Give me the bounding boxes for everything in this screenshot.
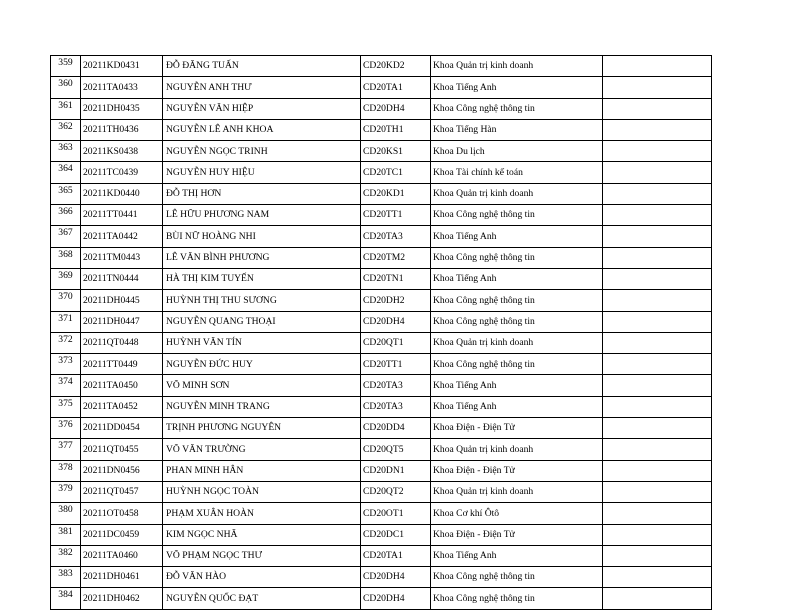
table-row	[51, 141, 712, 162]
note-cell	[603, 503, 712, 524]
student-id: 20211DH0462	[81, 588, 163, 609]
student-id: 20211DH0461	[81, 567, 163, 588]
student-id: 20211TN0444	[81, 268, 163, 289]
row-number: 364	[51, 162, 81, 183]
class-code: CD20DH2	[361, 290, 431, 311]
table-row	[51, 77, 712, 98]
row-number: 365	[51, 183, 81, 204]
class-code: CD20TA3	[361, 226, 431, 247]
student-name: NGUYỄN VĂN HIỆP	[163, 98, 361, 119]
student-id: 20211DH0445	[81, 290, 163, 311]
table-row	[51, 226, 712, 247]
student-id: 20211QT0448	[81, 332, 163, 353]
note-cell	[603, 311, 712, 332]
class-code: CD20DH4	[361, 98, 431, 119]
student-name: NGUYỄN QUỐC ĐẠT	[163, 588, 361, 609]
table-row	[51, 545, 712, 566]
note-cell	[603, 375, 712, 396]
class-code: CD20TN1	[361, 268, 431, 289]
student-name: VÕ MINH SƠN	[163, 375, 361, 396]
row-number: 367	[51, 226, 81, 247]
student-name: NGUYỄN MINH TRANG	[163, 396, 361, 417]
student-name: HUỲNH THỊ THU SƯƠNG	[163, 290, 361, 311]
table-row	[51, 481, 712, 502]
student-name: KIM NGỌC NHÃ	[163, 524, 361, 545]
note-cell	[603, 98, 712, 119]
student-name: BÙI NỮ HOÀNG NHI	[163, 226, 361, 247]
table-row	[51, 205, 712, 226]
note-cell	[603, 141, 712, 162]
student-id: 20211KS0438	[81, 141, 163, 162]
department: Khoa Công nghệ thông tin	[431, 567, 603, 588]
student-id: 20211DD0454	[81, 418, 163, 439]
class-code: CD20DH4	[361, 567, 431, 588]
department: Khoa Du lịch	[431, 141, 603, 162]
table-row	[51, 119, 712, 140]
note-cell	[603, 567, 712, 588]
note-cell	[603, 226, 712, 247]
department: Khoa Tiếng Hàn	[431, 119, 603, 140]
table-row	[51, 418, 712, 439]
student-id: 20211DN0456	[81, 460, 163, 481]
student-id: 20211DH0447	[81, 311, 163, 332]
note-cell	[603, 290, 712, 311]
student-id: 20211TT0441	[81, 205, 163, 226]
department: Khoa Quản trị kinh doanh	[431, 183, 603, 204]
department: Khoa Công nghệ thông tin	[431, 311, 603, 332]
note-cell	[603, 545, 712, 566]
class-code: CD20TH1	[361, 119, 431, 140]
table-body	[51, 56, 712, 610]
class-code: CD20DD4	[361, 418, 431, 439]
student-id: 20211QT0457	[81, 481, 163, 502]
department: Khoa Điện - Điện Tử	[431, 524, 603, 545]
department: Khoa Quản trị kinh doanh	[431, 481, 603, 502]
note-cell	[603, 396, 712, 417]
student-name: TRỊNH PHƯƠNG NGUYÊN	[163, 418, 361, 439]
note-cell	[603, 354, 712, 375]
student-id: 20211DH0435	[81, 98, 163, 119]
student-id: 20211TM0443	[81, 247, 163, 268]
note-cell	[603, 183, 712, 204]
table-row	[51, 332, 712, 353]
note-cell	[603, 460, 712, 481]
department: Khoa Điện - Điện Tử	[431, 460, 603, 481]
note-cell	[603, 268, 712, 289]
department: Khoa Công nghệ thông tin	[431, 588, 603, 609]
row-number: 381	[51, 524, 81, 545]
row-number: 384	[51, 588, 81, 609]
student-name: LÊ VĂN BÌNH PHƯƠNG	[163, 247, 361, 268]
row-number: 383	[51, 567, 81, 588]
department: Khoa Quản trị kinh doanh	[431, 56, 603, 77]
student-table	[50, 55, 712, 610]
row-number: 375	[51, 396, 81, 417]
department: Khoa Tiếng Anh	[431, 268, 603, 289]
table-row	[51, 247, 712, 268]
class-code: CD20TC1	[361, 162, 431, 183]
student-name: ĐỖ VĂN HÀO	[163, 567, 361, 588]
class-code: CD20DH4	[361, 311, 431, 332]
table-row	[51, 354, 712, 375]
row-number: 372	[51, 332, 81, 353]
student-name: NGUYỄN QUANG THOẠI	[163, 311, 361, 332]
note-cell	[603, 588, 712, 609]
row-number: 380	[51, 503, 81, 524]
note-cell	[603, 524, 712, 545]
table-row	[51, 375, 712, 396]
student-name: NGUYỄN NGỌC TRINH	[163, 141, 361, 162]
student-id: 20211KD0431	[81, 56, 163, 77]
row-number: 379	[51, 481, 81, 502]
department: Khoa Điện - Điện Tử	[431, 418, 603, 439]
class-code: CD20KD1	[361, 183, 431, 204]
note-cell	[603, 77, 712, 98]
department: Khoa Tiếng Anh	[431, 226, 603, 247]
table-row	[51, 98, 712, 119]
student-id: 20211TA0433	[81, 77, 163, 98]
note-cell	[603, 418, 712, 439]
class-code: CD20QT2	[361, 481, 431, 502]
student-id: 20211DC0459	[81, 524, 163, 545]
student-id: 20211TH0436	[81, 119, 163, 140]
class-code: CD20OT1	[361, 503, 431, 524]
student-name: NGUYỄN HUY HIỆU	[163, 162, 361, 183]
row-number: 368	[51, 247, 81, 268]
table-row	[51, 311, 712, 332]
department: Khoa Công nghệ thông tin	[431, 205, 603, 226]
class-code: CD20TA1	[361, 77, 431, 98]
table-row	[51, 524, 712, 545]
row-number: 371	[51, 311, 81, 332]
class-code: CD20QT5	[361, 439, 431, 460]
student-id: 20211TA0442	[81, 226, 163, 247]
student-name: ĐỖ ĐĂNG TUẤN	[163, 56, 361, 77]
note-cell	[603, 119, 712, 140]
table-row	[51, 162, 712, 183]
class-code: CD20TA3	[361, 375, 431, 396]
class-code: CD20DC1	[361, 524, 431, 545]
row-number: 370	[51, 290, 81, 311]
row-number: 382	[51, 545, 81, 566]
table-row	[51, 183, 712, 204]
student-name: VÕ PHẠM NGỌC THƯ	[163, 545, 361, 566]
student-name: NGUYỄN ĐỨC HUY	[163, 354, 361, 375]
row-number: 376	[51, 418, 81, 439]
department: Khoa Quản trị kinh doanh	[431, 332, 603, 353]
student-name: VÕ VĂN TRƯỜNG	[163, 439, 361, 460]
table-row	[51, 460, 712, 481]
department: Khoa Tiếng Anh	[431, 396, 603, 417]
class-code: CD20QT1	[361, 332, 431, 353]
student-name: HÀ THỊ KIM TUYẾN	[163, 268, 361, 289]
row-number: 363	[51, 141, 81, 162]
class-code: CD20TA1	[361, 545, 431, 566]
student-name: NGUYỄN ANH THƯ	[163, 77, 361, 98]
student-id: 20211TA0450	[81, 375, 163, 396]
class-code: CD20KS1	[361, 141, 431, 162]
student-id: 20211TT0449	[81, 354, 163, 375]
student-name: HUỲNH NGỌC TOÀN	[163, 481, 361, 502]
student-name: LÊ HỮU PHƯƠNG NAM	[163, 205, 361, 226]
table-row	[51, 588, 712, 609]
department: Khoa Cơ khí Ôtô	[431, 503, 603, 524]
table-row	[51, 439, 712, 460]
table-row	[51, 290, 712, 311]
department: Khoa Tiếng Anh	[431, 375, 603, 396]
department: Khoa Quản trị kinh doanh	[431, 439, 603, 460]
row-number: 361	[51, 98, 81, 119]
student-name: PHẠM XUÂN HOÀN	[163, 503, 361, 524]
class-code: CD20TA3	[361, 396, 431, 417]
class-code: CD20DH4	[361, 588, 431, 609]
department: Khoa Công nghệ thông tin	[431, 290, 603, 311]
note-cell	[603, 439, 712, 460]
row-number: 377	[51, 439, 81, 460]
class-code: CD20TM2	[361, 247, 431, 268]
row-number: 373	[51, 354, 81, 375]
row-number: 366	[51, 205, 81, 226]
table-row	[51, 56, 712, 77]
student-name: NGUYỄN LÊ ANH KHOA	[163, 119, 361, 140]
row-number: 378	[51, 460, 81, 481]
student-name: PHAN MINH HÂN	[163, 460, 361, 481]
class-code: CD20TT1	[361, 205, 431, 226]
student-id: 20211OT0458	[81, 503, 163, 524]
student-id: 20211TA0452	[81, 396, 163, 417]
class-code: CD20DN1	[361, 460, 431, 481]
department: Khoa Tài chính kế toán	[431, 162, 603, 183]
department: Khoa Tiếng Anh	[431, 77, 603, 98]
department: Khoa Công nghệ thông tin	[431, 247, 603, 268]
row-number: 360	[51, 77, 81, 98]
note-cell	[603, 56, 712, 77]
table-row	[51, 567, 712, 588]
department: Khoa Tiếng Anh	[431, 545, 603, 566]
note-cell	[603, 205, 712, 226]
table-row	[51, 503, 712, 524]
class-code: CD20TT1	[361, 354, 431, 375]
student-name: ĐỖ THỊ HƠN	[163, 183, 361, 204]
note-cell	[603, 481, 712, 502]
row-number: 369	[51, 268, 81, 289]
note-cell	[603, 247, 712, 268]
row-number: 359	[51, 56, 81, 77]
table-row	[51, 396, 712, 417]
student-name: HUỲNH VĂN TÍN	[163, 332, 361, 353]
table-row	[51, 268, 712, 289]
class-code: CD20KD2	[361, 56, 431, 77]
student-id: 20211QT0455	[81, 439, 163, 460]
row-number: 362	[51, 119, 81, 140]
note-cell	[603, 162, 712, 183]
department: Khoa Công nghệ thông tin	[431, 98, 603, 119]
note-cell	[603, 332, 712, 353]
department: Khoa Công nghệ thông tin	[431, 354, 603, 375]
student-id: 20211TC0439	[81, 162, 163, 183]
student-id: 20211KD0440	[81, 183, 163, 204]
row-number: 374	[51, 375, 81, 396]
student-id: 20211TA0460	[81, 545, 163, 566]
